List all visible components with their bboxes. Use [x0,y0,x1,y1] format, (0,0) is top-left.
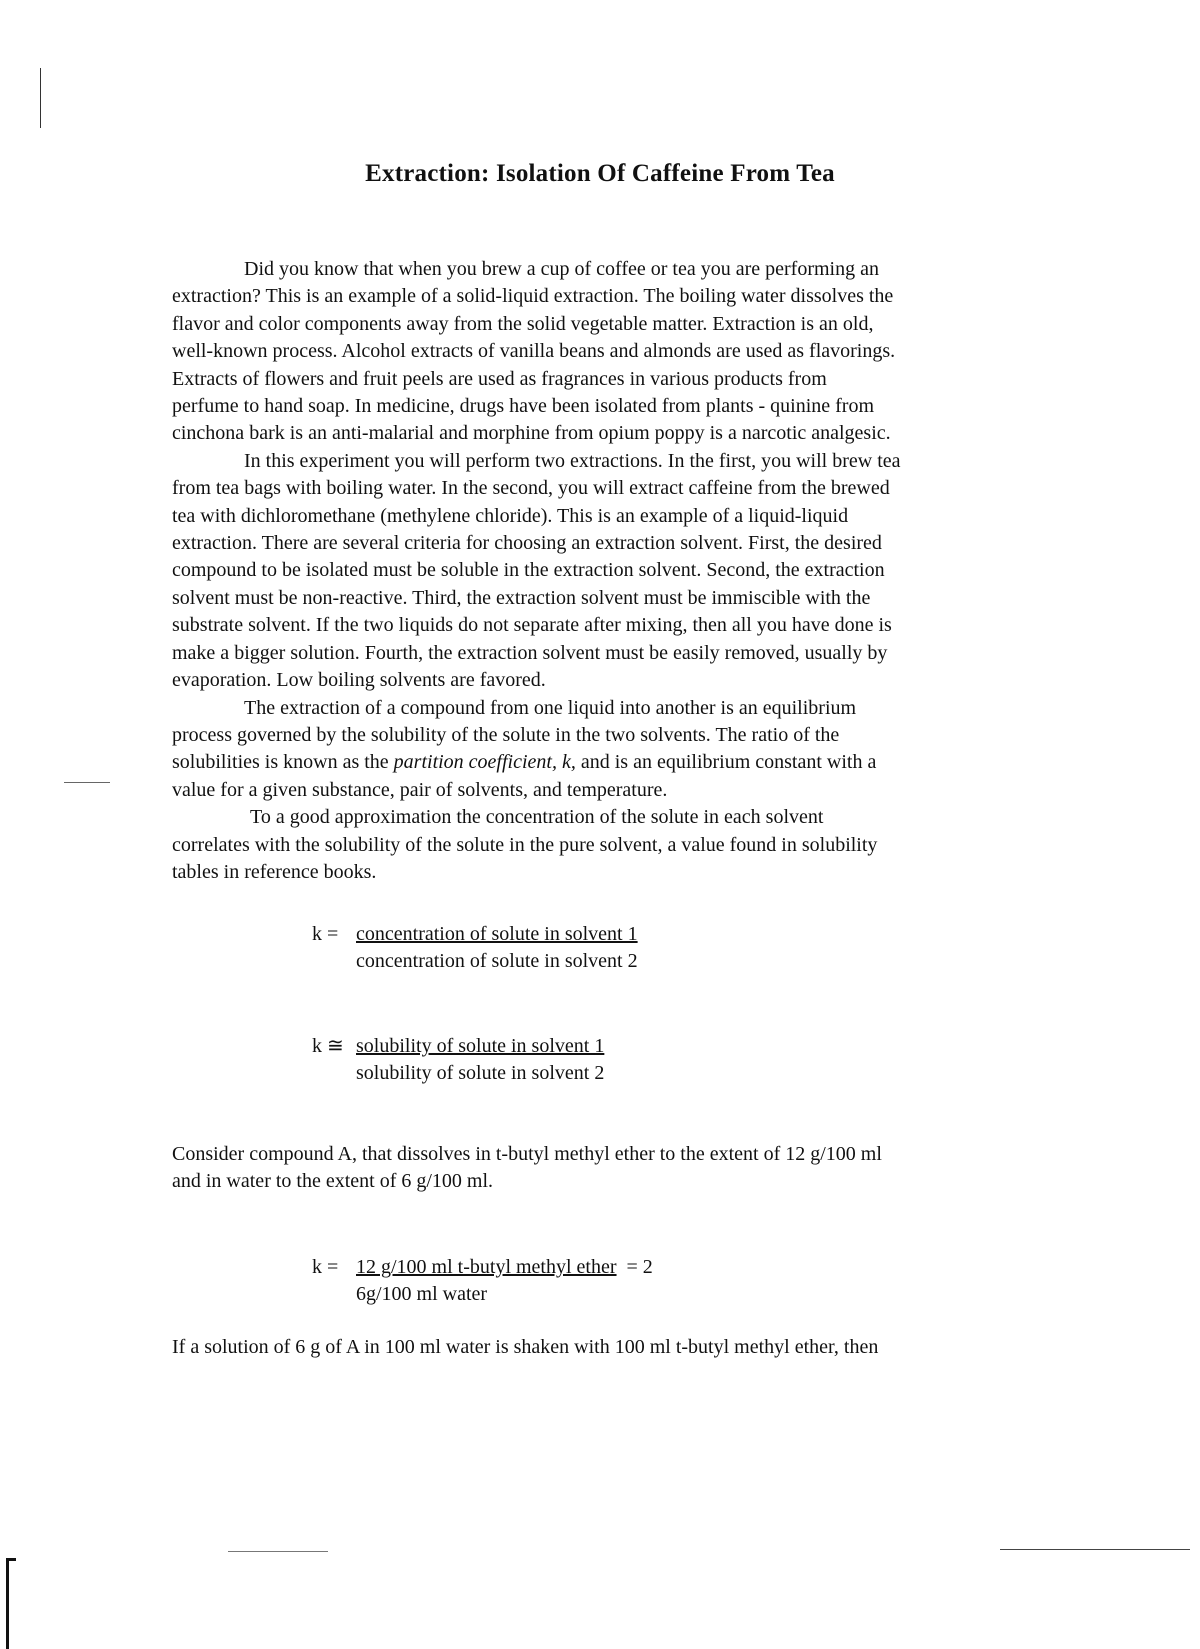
scan-mark-bottom-left-bracket-top [6,1558,16,1561]
text-line: extraction? This is an example of a solid-liquid extraction. The boiling water dissolves the [172,285,894,308]
paragraph-experiment [172,448,1022,695]
scan-mark-left-top [40,68,41,128]
formula-concentration [312,921,638,975]
formula-denominator: 6g/100 ml water [356,1283,488,1305]
text-line: Did you know that when you brew a cup of coffee or tea you are performing an [244,258,879,280]
text-line: solvent must be non-reactive. Third, the extraction solvent must be immiscible with the [172,586,871,609]
text-line: Extracts of flowers and fruit peels are used as fragrances in various products from [172,367,827,390]
text-line: correlates with the solubility of the solute in the pure solvent, a value found in solubility [172,833,878,856]
formula-lhs: k = [312,1256,339,1278]
formula-denominator: concentration of solute in solvent 2 [356,950,638,972]
text-line: The extraction of a compound from one liquid into another is an equilibrium [244,696,857,719]
text-fragment: and is an equilibrium constant with a [575,751,877,774]
text-line: extraction. There are several criteria for choosing an extraction solvent. First, the desired [172,532,882,555]
formula-result: = 2 [626,1256,653,1278]
text-line: from tea bags with boiling water. In the second, you will extract caffeine from the brewed [172,477,890,500]
text-line: cinchona bark is an anti-malarial and morphine from opium poppy is a narcotic analgesic. [172,422,891,445]
text-line: Consider compound A, that dissolves in t-butyl methyl ether to the extent of 12 g/100 ml [172,1143,882,1165]
scan-mark-bottom-dash [228,1551,328,1552]
page-title: Extraction: Isolation Of Caffeine From Tea [365,160,835,187]
paragraph-partition [172,695,1022,805]
text-line: substrate solvent. If the two liquids do not separate after mixing, then all you have done is [172,614,892,637]
formula-denominator: solubility of solute in solvent 2 [356,1062,605,1084]
scan-mark-bottom-right-dash [1000,1549,1190,1550]
text-line: In this experiment you will perform two extractions. In the first, you will brew tea [244,449,901,472]
text-line: and in water to the extent of 6 g/100 ml. [172,1170,494,1193]
text-line: well-known process. Alcohol extracts of vanilla beans and almonds are used as flavorings. [172,340,896,363]
formula-numerator: 12 g/100 ml t-butyl methyl ether [356,1256,617,1278]
text-line [172,749,1022,776]
text-line: perfume to hand soap. In medicine, drugs have been isolated from plants - quinine from [172,395,875,418]
text-fragment: solubilities is known as the [172,751,394,774]
paragraph-approximation [172,804,1022,886]
formula-solubility [312,1033,604,1087]
text-line: tea with dichloromethane (methylene chloride). This is an example of a liquid-liquid [172,504,849,527]
scan-mark-left-dash [64,782,110,783]
formula-numerator: solubility of solute in solvent 1 [356,1035,605,1057]
text-line: evaporation. Low boiling solvents are favored. [172,669,546,692]
formula-lhs: k ≅ [312,1035,344,1057]
formula-example [312,1254,653,1308]
body-paragraphs [172,256,1022,886]
formula-numerator: concentration of solute in solvent 1 [356,923,638,945]
text-line: make a bigger solution. Fourth, the extraction solvent must be easily removed, usually by [172,641,888,664]
text-line: value for a given substance, pair of solvents, and temperature. [172,778,668,801]
paragraph-intro [172,256,1022,448]
text-line: flavor and color components away from the solid vegetable matter. Extraction is an old, [172,312,874,335]
scan-mark-bottom-left-bracket [6,1558,9,1649]
paragraph-shaken: If a solution of 6 g of A in 100 ml water is shaken with 100 ml t-butyl methyl ether, then [172,1336,879,1358]
text-line: process governed by the solubility of the solute in the two solvents. The ratio of the [172,723,840,746]
formula-lhs: k = [312,923,339,945]
paragraph-compound-a [172,1141,882,1196]
text-line: tables in reference books. [172,860,377,883]
text-line: To a good approximation the concentration of the solute in each solvent [250,806,824,829]
text-line: compound to be isolated must be soluble in the extraction solvent. Second, the extraction [172,559,885,582]
partition-coefficient-term: partition coefficient, k, [393,751,576,774]
